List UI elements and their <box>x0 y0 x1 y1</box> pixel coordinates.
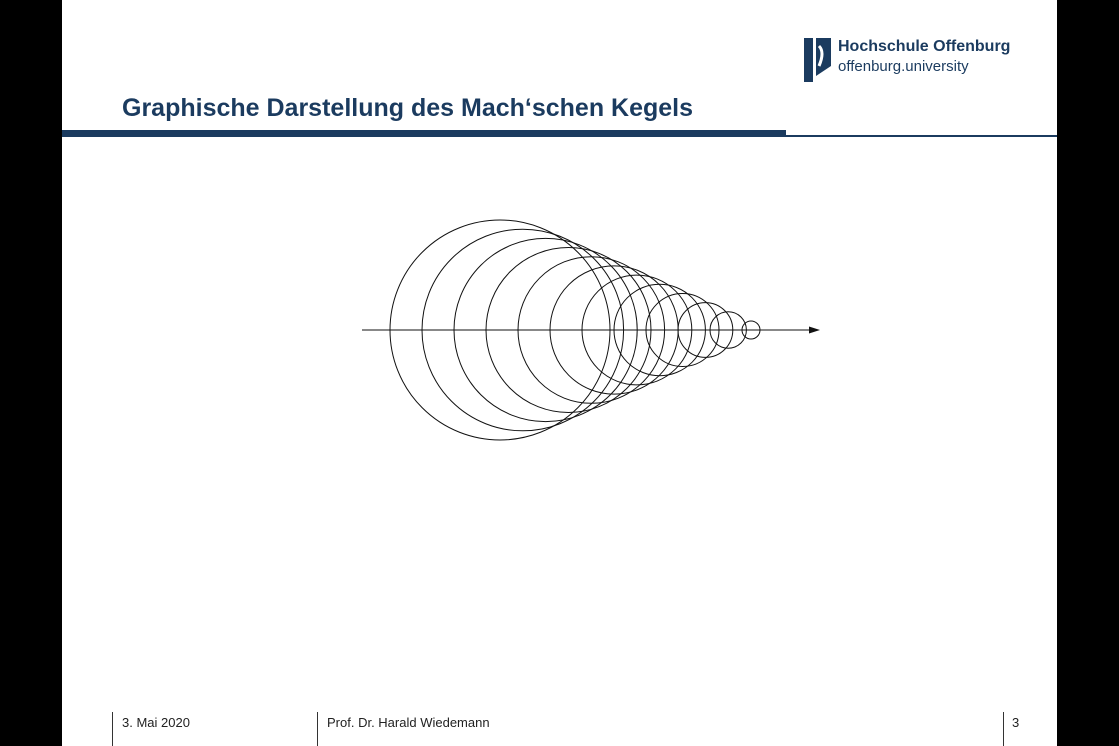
logo-name: Hochschule Offenburg <box>838 38 1011 55</box>
footer-separator <box>112 712 113 746</box>
axis-arrow-icon <box>809 327 820 334</box>
mach-cone-diagram <box>62 0 1057 746</box>
footer-separator <box>1003 712 1004 746</box>
footer-date: 3. Mai 2020 <box>122 715 190 730</box>
slide <box>62 0 1057 746</box>
footer-separator <box>317 712 318 746</box>
slide-title: Graphische Darstellung des Mach‘schen Kegels <box>122 94 694 122</box>
logo-url: offenburg.university <box>838 58 969 75</box>
page-number: 3 <box>1012 715 1020 730</box>
footer-author: Prof. Dr. Harald Wiedemann <box>327 715 490 730</box>
